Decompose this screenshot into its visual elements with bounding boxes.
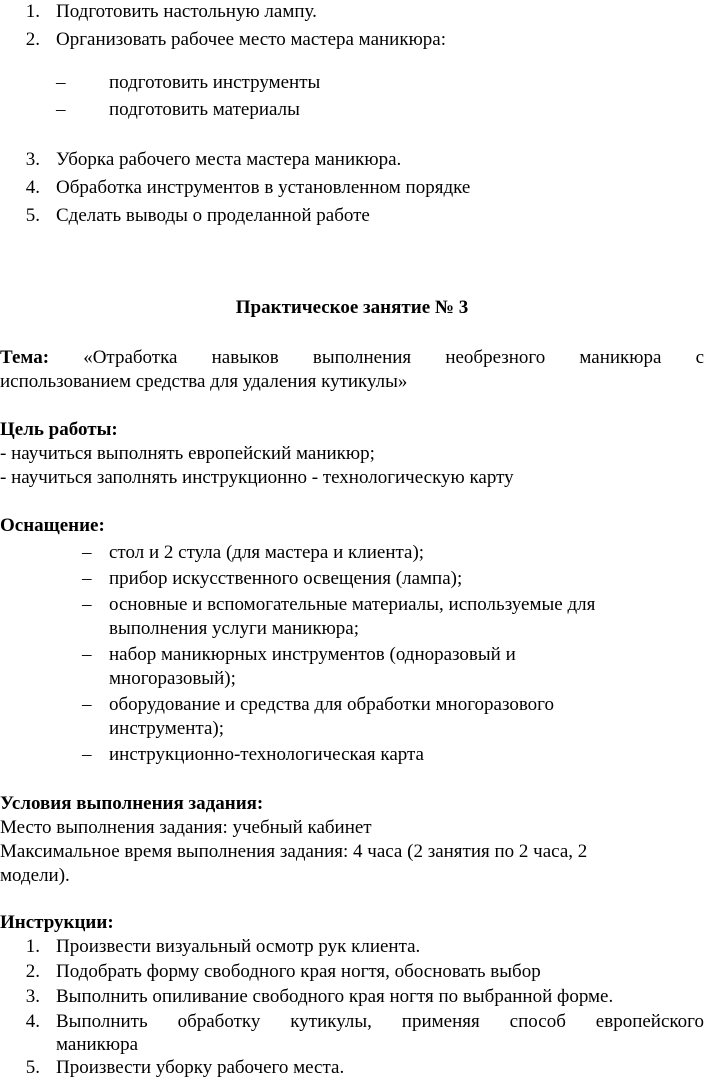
goal-label: Цель работы: — [0, 419, 118, 440]
equipment-text: основные и вспомогательные материалы, используемые для — [109, 594, 596, 615]
lesson-title: Практическое занятие № 3 — [235, 297, 469, 318]
goal-item-1: - научиться выполнять европейский маникюр; — [0, 443, 375, 464]
instruction-number: 3. — [25, 986, 40, 1007]
step-text: Подготовить настольную лампу. — [56, 1, 317, 22]
step-text: Сделать выводы о проделанной работе — [56, 205, 370, 226]
instruction-number: 4. — [25, 1011, 40, 1032]
step-text: Уборка рабочего места мастера маникюра. — [56, 149, 402, 170]
dash-bullet: – — [82, 594, 92, 615]
step-number: 1. — [25, 1, 40, 22]
instruction-text: Выполнить обработку кутикулы, применяя способ европейского — [56, 1011, 704, 1032]
dash-bullet: – — [82, 744, 92, 765]
conditions-time-line-1: Максимальное время выполнения задания: 4 часа (2 занятия по 2 часа, 2 — [0, 841, 588, 862]
instruction-text: Выполнить опиливание свободного края ногтя по выбранной форме. — [56, 986, 614, 1007]
subitem-text: подготовить материалы — [109, 99, 300, 120]
instruction-text: Подобрать форму свободного края ногтя, обосновать выбор — [56, 961, 541, 982]
equipment-item-4-cont: многоразовый); — [109, 668, 236, 689]
dash-bullet: – — [82, 542, 92, 563]
step-text: Организовать рабочее место мастера маникюра: — [56, 29, 446, 50]
conditions-label: Условия выполнения задания: — [0, 793, 264, 814]
instruction-number: 5. — [25, 1057, 40, 1078]
conditions-time-line-2: модели). — [0, 865, 70, 886]
step-text: Обработка инструментов в установленном порядке — [56, 177, 471, 198]
instruction-number: 2. — [25, 961, 40, 982]
equipment-item-3-cont: выполнения услуги маникюра; — [109, 618, 359, 639]
goal-item-2: - научиться заполнять инструкционно - технологическую карту — [0, 467, 514, 488]
instruction-number: 1. — [25, 936, 40, 957]
equipment-item-5-cont: инструмента); — [109, 718, 225, 739]
topic-line-1 — [0, 346, 704, 370]
topic-text: «Отработка навыков выполнения необрезного маникюра с — [83, 347, 704, 368]
equipment-text: стол и 2 стула (для мастера и клиента); — [109, 542, 425, 563]
conditions-place: Место выполнения задания: учебный кабинет — [0, 817, 372, 838]
step-number: 5. — [25, 205, 40, 226]
step-number: 4. — [25, 177, 40, 198]
dash-bullet: – — [82, 568, 92, 589]
equipment-text: прибор искусственного освещения (лампа); — [109, 568, 463, 589]
equipment-text: набор маникюрных инструментов (одноразовый и — [109, 644, 516, 665]
dash-bullet: – — [82, 644, 92, 665]
topic-label: Тема: — [0, 347, 50, 368]
subitem-text: подготовить инструменты — [109, 72, 321, 93]
dash-bullet: – — [82, 694, 92, 715]
step-number: 2. — [25, 29, 40, 50]
topic-line-2: использованием средства для удаления кутикулы» — [0, 371, 408, 392]
dash-bullet: – — [56, 72, 66, 93]
instruction-text: Произвести уборку рабочего места. — [56, 1057, 345, 1078]
equipment-text: оборудование и средства для обработки многоразового — [109, 694, 555, 715]
instructions-label: Инструкции: — [0, 912, 114, 933]
instruction-4-cont: маникюра — [56, 1034, 139, 1055]
instruction-text: Произвести визуальный осмотр рук клиента. — [56, 936, 421, 957]
dash-bullet: – — [56, 99, 66, 120]
equipment-text: инструкционно-технологическая карта — [109, 744, 424, 765]
step-number: 3. — [25, 149, 40, 170]
equipment-label: Оснащение: — [0, 515, 105, 536]
